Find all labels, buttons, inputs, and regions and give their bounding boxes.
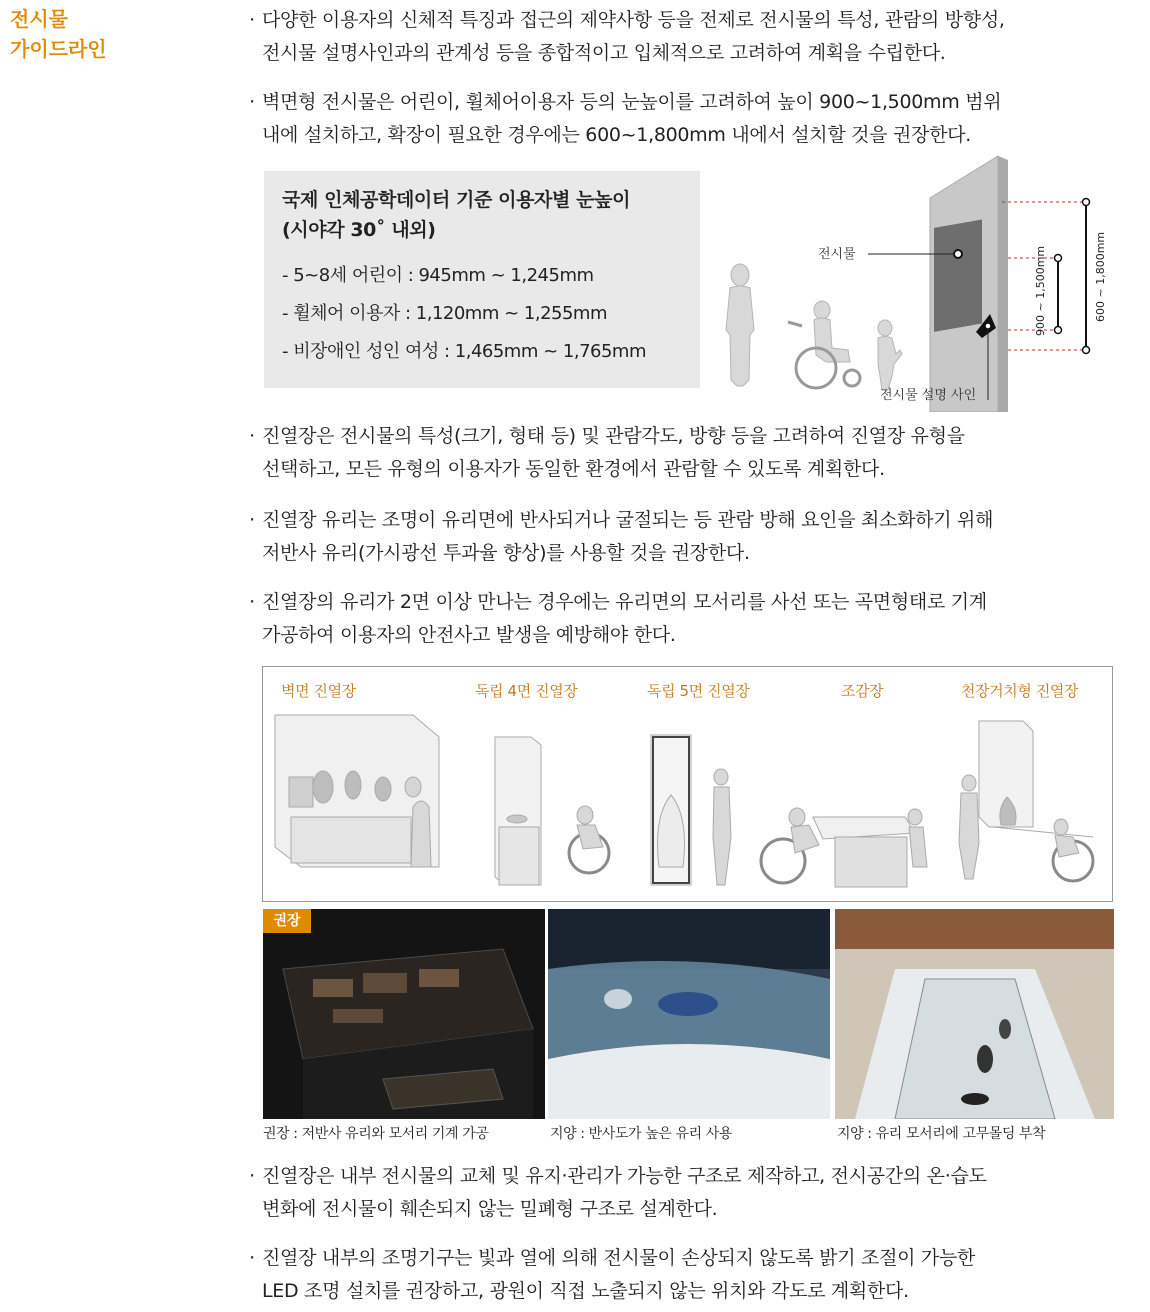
photo-caption: 권장 : 저반사 유리와 모서리 기계 가공	[263, 1126, 489, 1142]
eye-level-row: - 비장애인 성인 여성 : 1,465mm ~ 1,765mm	[282, 341, 646, 362]
bullet-marker: ·	[249, 9, 255, 31]
bullet-line: 전시물 설명사인과의 관계성 등을 종합적이고 입체적으로 고려하여 계획을 수립한다.	[262, 42, 946, 64]
wall-exhibit-figure	[718, 150, 1130, 412]
eye-level-title-line2: (시야각 30˚ 내외)	[282, 219, 436, 241]
photo-high-reflection	[548, 909, 830, 1119]
range-inner-label: 900 ~ 1,500mm	[1034, 245, 1047, 336]
section-title	[10, 4, 140, 64]
bullet-line: 저반사 유리(가시광선 투과율 향상)를 사용할 것을 권장한다.	[262, 542, 750, 564]
case-type-label: 벽면 진열장	[281, 682, 356, 700]
bullet-marker: ·	[249, 1165, 255, 1187]
exhibit-label: 전시물	[818, 247, 856, 262]
bullet-line: 진열장은 내부 전시물의 교체 및 유지·관리가 가능한 구조로 제작하고, 전시공간의 온·습도	[262, 1165, 987, 1187]
bullet-marker: ·	[249, 425, 255, 447]
bullet-line: 진열장의 유리가 2면 이상 만나는 경우에는 유리면의 모서리를 사선 또는 곡면형태로 기계	[262, 591, 987, 613]
wheelchair-user-illustration	[788, 301, 860, 388]
bullet-line: 내에 설치하고, 확장이 필요한 경우에는 600~1,800mm 내에서 설치할 것을 권장한다.	[262, 124, 971, 146]
bullet-marker: ·	[249, 91, 255, 113]
child-figure-illustration	[878, 320, 902, 390]
recommended-badge: 권장	[263, 909, 311, 933]
adult-figure-illustration	[726, 264, 754, 386]
bullet-line: 진열장 유리는 조명이 유리면에 반사되거나 굴절되는 등 관람 방해 요인을 최소화하기 위해	[262, 509, 994, 531]
case-type-label: 독립 4면 진열장	[475, 682, 578, 700]
case-type-label: 독립 5면 진열장	[647, 682, 750, 700]
section-title-line1: 전시물	[10, 7, 68, 31]
bullet-line: 진열장 내부의 조명기구는 빛과 열에 의해 전시물이 손상되지 않도록 밝기 조절이 가능한	[262, 1247, 976, 1269]
bullet-line: 가공하여 이용자의 안전사고 발생을 예방해야 한다.	[262, 624, 676, 646]
bullet-line: 벽면형 전시물은 어린이, 휠체어이용자 등의 눈높이를 고려하여 높이 900~1,500mm 범위	[262, 91, 1002, 113]
case-types-panel	[262, 666, 1113, 902]
bullet-line: 다양한 이용자의 신체적 특징과 접근의 제약사항 등을 전제로 전시물의 특성, 관람의 방향성,	[262, 9, 1005, 31]
eye-level-title	[282, 185, 630, 245]
photo-caption: 지양 : 유리 모서리에 고무몰딩 부착	[837, 1126, 1046, 1142]
case-type-label: 조감장	[841, 682, 884, 700]
bullet-line: 선택하고, 모든 유형의 이용자가 동일한 환경에서 관람할 수 있도록 계획한다.	[262, 458, 885, 480]
bullet-marker: ·	[249, 509, 255, 531]
eye-level-box	[264, 171, 700, 388]
bullet-line: 변화에 전시물이 훼손되지 않는 밀폐형 구조로 설계한다.	[262, 1198, 718, 1220]
section-title-line2: 가이드라인	[10, 37, 107, 61]
case-types-illustration	[263, 667, 1112, 901]
photo-caption: 지양 : 반사도가 높은 유리 사용	[550, 1126, 733, 1142]
photo-recommended	[263, 909, 545, 1119]
exhibit-panel-illustration	[934, 219, 982, 331]
eye-level-title-line1: 국제 인체공학데이터 기준 이용자별 눈높이	[282, 189, 631, 211]
bullet-line: LED 조명 설치를 권장하고, 광원이 직접 노출되지 않는 위치와 각도로 계획한다.	[262, 1280, 909, 1302]
photo-rubber-molding	[835, 909, 1114, 1119]
eye-level-row: - 휠체어 이용자 : 1,120mm ~ 1,255mm	[282, 303, 607, 324]
range-outer-label: 600 ~ 1,800mm	[1094, 231, 1107, 322]
bullet-line: 진열장은 전시물의 특성(크기, 형태 등) 및 관람각도, 방향 등을 고려하여 진열장 유형을	[262, 425, 965, 447]
case-type-label: 천장거치형 진열장	[961, 682, 1079, 700]
bullet-marker: ·	[249, 591, 255, 613]
bullet-marker: ·	[249, 1247, 255, 1269]
sign-label: 전시물 설명 사인	[880, 388, 977, 403]
eye-level-row: - 5~8세 어린이 : 945mm ~ 1,245mm	[282, 265, 594, 286]
